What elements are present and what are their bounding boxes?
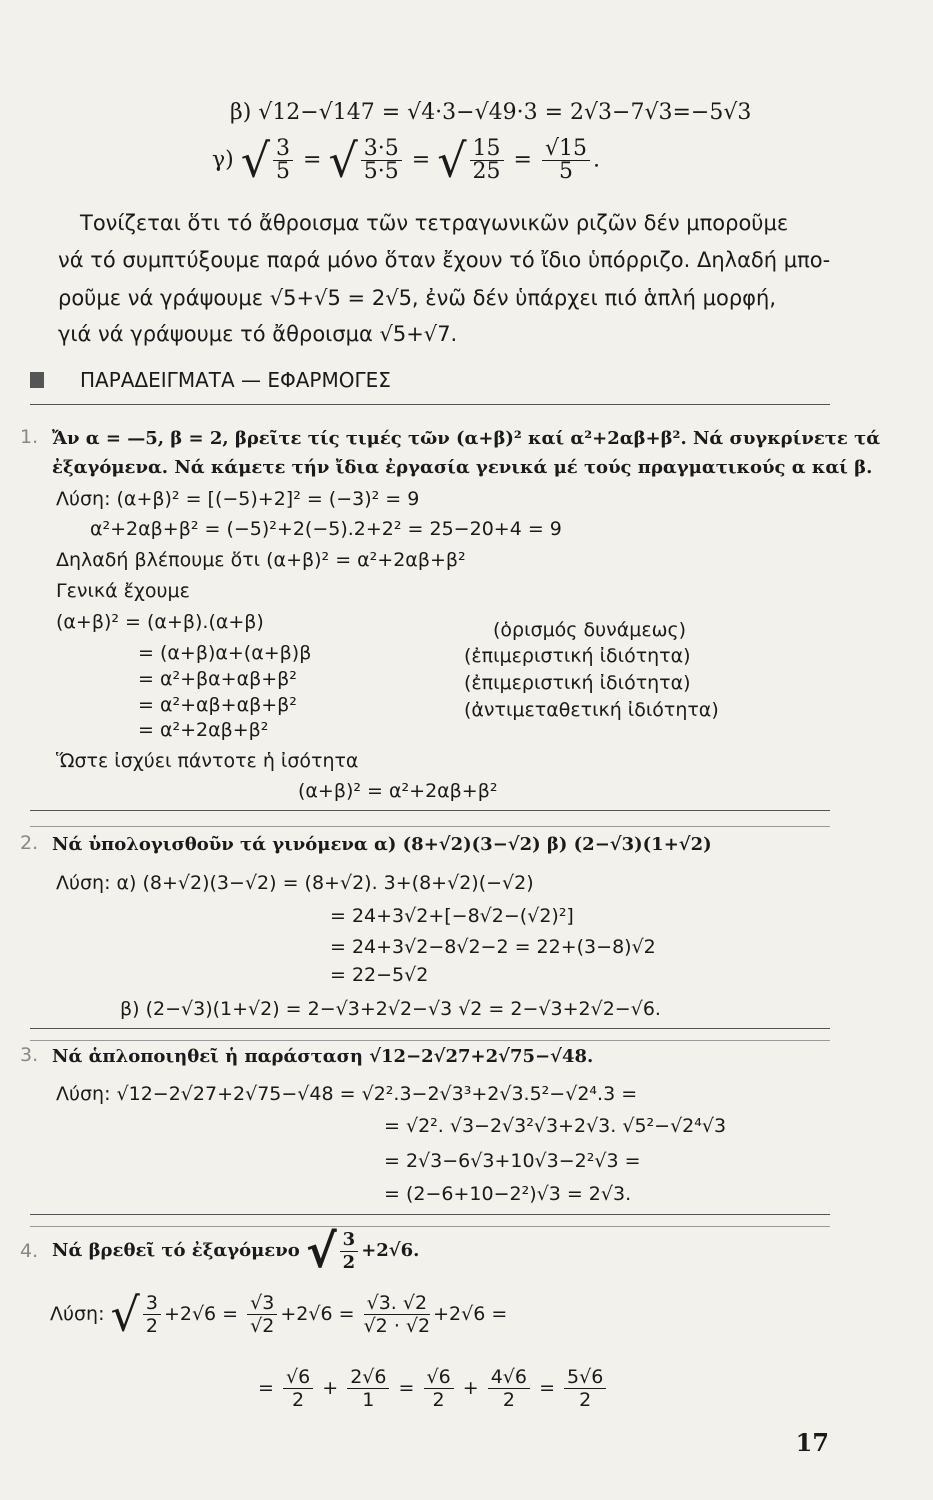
fraction: $\frac{√6}{2}$ <box>283 1366 313 1411</box>
solution-line: Λύση: √ $\frac{3}{2}$ +2√6 = $\frac{√3}{√2}$ +2√6 = $\frac{√3. √2}{√2 \cdot √2}$ +2√6 = <box>50 1287 508 1342</box>
example-statement: Νά ἁπλοποιηθεῖ ἡ παράσταση √12−2√27+2√75−√48. <box>52 1046 594 1067</box>
solution-line: Γενικά ἔχουμε <box>56 580 190 602</box>
fraction: $\frac{4√6}{2}$ <box>488 1366 530 1411</box>
example-number: 2. <box>20 832 39 854</box>
solution-line: Λύση: √12−2√27+2√75−√48 = √2².3−2√3³+2√3.5²−√2⁴.3 = <box>56 1083 638 1105</box>
gamma-label: γ) <box>212 147 234 173</box>
fraction: $\frac{√3}{√2}$ <box>247 1292 277 1337</box>
property-note: (ἀντιμεταθετική ἰδιότητα) <box>464 699 719 721</box>
divider <box>30 826 830 827</box>
solution-line: Λύση: (α+β)² = [(−5)+2]² = (−3)² = 9 <box>56 488 420 510</box>
fraction: $\frac{√3. √2}{√2 \cdot √2}$ <box>363 1292 431 1337</box>
property-note: (ὁρισμός δυνάμεως) <box>493 619 687 641</box>
fraction: $\frac{3}{5}$ <box>273 138 293 183</box>
solution-line: = (2−6+10−2²)√3 = 2√3. <box>384 1183 632 1205</box>
page-number: 17 <box>795 1428 829 1457</box>
solution-line: (α+β)² = (α+β).(α+β) <box>56 611 264 633</box>
beta-line: β) √12−√147 = √4·3−√49·3 = 2√3−7√3=−5√3 <box>230 100 752 125</box>
example-statement: Ἄν α = —5, β = 2, βρεῖτε τίς τιμές τῶν (α+β)² καί α²+2αβ+β². Νά συγκρίνετε τά <box>52 428 881 449</box>
sqrt-glyph: √ <box>240 133 271 188</box>
solution-line: = 24+3√2−8√2−2 = 22+(3−8)√2 <box>330 936 656 958</box>
fraction: $\frac{√6}{2}$ <box>424 1366 454 1411</box>
fraction: $\frac{3}{2}$ <box>340 1229 359 1274</box>
solution-line: = α²+αβ+αβ+β² <box>138 694 297 716</box>
property-note: (ἐπιμεριστική ἰδιότητα) <box>464 672 691 694</box>
paragraph-line: γιά νά γράψουμε τό ἄθροισμα √5+√7. <box>58 322 458 346</box>
divider <box>30 810 830 811</box>
paragraph-line: νά τό συμπτύξουμε παρά μόνο ὅταν ἔχουν τό ἴδιο ὑπόρριζο. Δηλαδή μπο- <box>58 248 831 272</box>
solution-line: β) (2−√3)(1+√2) = 2−√3+2√2−√3 √2 = 2−√3+2√2−√6. <box>120 998 661 1020</box>
property-note: (ἐπιμεριστική ἰδιότητα) <box>464 645 691 667</box>
solution-line: Λύση: α) (8+√2)(3−√2) = (8+√2). 3+(8+√2)(−√2) <box>56 872 534 894</box>
solution-line: = α²+2αβ+β² <box>138 719 269 741</box>
sqrt-glyph: √ <box>328 133 358 188</box>
divider <box>30 404 830 405</box>
solution-line: = $\frac{√6}{2}$ + $\frac{2√6}{1}$ = $\frac{√6}{2}$ + $\frac{4√6}{2}$ = $\frac{5√6}{2}$ <box>258 1362 609 1414</box>
sqrt-glyph: √ <box>110 1287 140 1342</box>
divider <box>30 1040 830 1041</box>
fraction: $\frac{5√6}{2}$ <box>564 1366 606 1411</box>
solution-line: = 22−5√2 <box>330 964 429 986</box>
example-number: 4. <box>20 1240 39 1262</box>
example-number: 3. <box>20 1044 39 1066</box>
gamma-line: γ) √ $\frac{3}{5}$ = √ $\frac{3\cdot 5}{5\cdot 5}$ = √ $\frac{15}{25}$ = $\frac{√15}{5}$ . <box>212 133 600 188</box>
solution-line: = 2√3−6√3+10√3−2²√3 = <box>384 1150 641 1172</box>
section-bullet <box>30 372 44 388</box>
solution-line: = √2². √3−2√3²√3+2√3. √5²−√2⁴√3 <box>384 1115 727 1137</box>
sqrt-glyph: √ <box>437 133 467 188</box>
example-statement: Νά ὑπολογισθοῦν τά γινόμενα α) (8+√2)(3−√2) β) (2−√3)(1+√2) <box>52 834 712 855</box>
solution-line: Ὥστε ἰσχύει πάντοτε ἡ ἰσότητα <box>56 750 359 772</box>
example-statement: Νά βρεθεῖ τό ἐξαγόμενο √ $\frac{3}{2}$ +2√6. <box>52 1224 420 1278</box>
example-statement: ἐξαγόμενα. Νά κάμετε τήν ἴδια ἐργασία γενικά μέ τούς πραγματικούς α καί β. <box>52 457 873 478</box>
example-number: 1. <box>20 426 39 448</box>
paragraph-line: ροῦμε νά γράψουμε √5+√5 = 2√5, ἐνῶ δέν ὑπάρχει πιό ἁπλή μορφή, <box>58 286 777 310</box>
solution-line: α²+2αβ+β² = (−5)²+2(−5).2+2² = 25−20+4 = 9 <box>90 518 562 540</box>
divider <box>30 1028 830 1029</box>
paragraph-line: Τονίζεται ὅτι τό ἄθροισμα τῶν τετραγωνικῶν ριζῶν δέν μποροῦμε <box>80 211 789 235</box>
fraction: $\frac{15}{25}$ <box>470 138 504 183</box>
solution-line: = α²+βα+αβ+β² <box>138 668 297 690</box>
solution-line: = 24+3√2+[−8√2−(√2)²] <box>330 905 574 927</box>
fraction: $\frac{3\cdot 5}{5\cdot 5}$ <box>361 138 402 183</box>
fraction: $\frac{2√6}{1}$ <box>347 1366 389 1411</box>
divider <box>30 1214 830 1215</box>
sqrt-glyph: √ <box>305 1224 337 1278</box>
fraction: $\frac{3}{2}$ <box>143 1292 161 1337</box>
solution-line: (α+β)² = α²+2αβ+β² <box>298 780 498 802</box>
solution-line: Δηλαδή βλέπουμε ὅτι (α+β)² = α²+2αβ+β² <box>56 549 466 571</box>
fraction: $\frac{√15}{5}$ <box>542 138 590 183</box>
solution-line: = (α+β)α+(α+β)β <box>138 642 312 664</box>
section-title: ΠΑΡΑΔΕΙΓΜΑΤΑ — ΕΦΑΡΜΟΓΕΣ <box>80 368 391 392</box>
